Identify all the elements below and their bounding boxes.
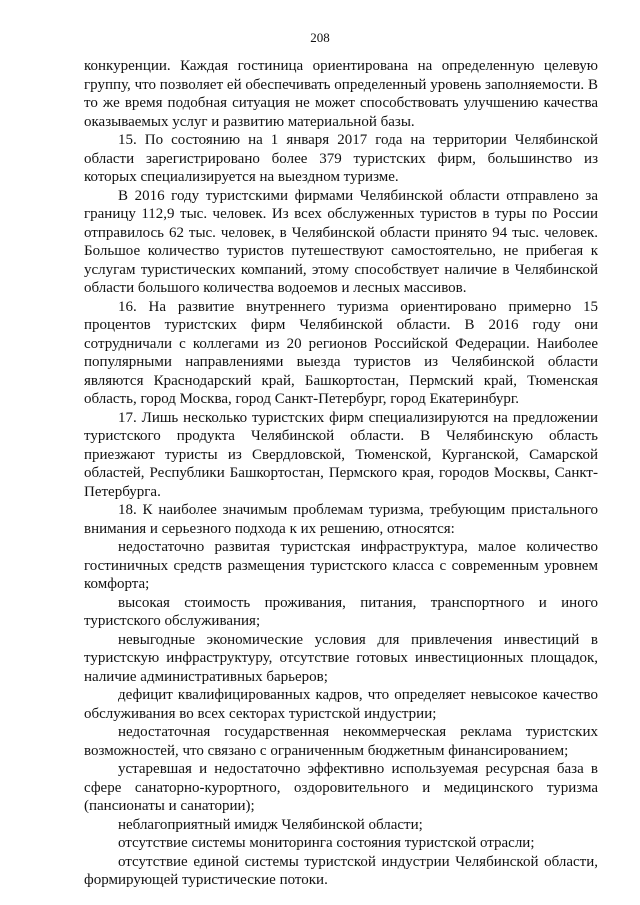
document-body: [84, 57, 598, 890]
paragraph-16: 16. На развитие внутреннего туризма ориентировано примерно 15 процентов туристских фирм Челябинской области. В 2016 году они сотрудничали с коллегами из 20 регионов Российской Федерации. Наиболее популярными направлениями выезда туристов из Челябинской области являются Краснодарский край, Башкортостан, Пермский край, Тюменская область, город Москва, город Санкт-Петербург, город Екатеринбург.: [84, 298, 598, 407]
page-number: 208: [310, 30, 330, 45]
paragraph-continuation: конкуренции. Каждая гостиница ориентирована на определенную целевую группу, что позволяет ей обеспечивать определенный уровень заполняемости. В то же время подобная ситуация не может способствовать улучшению качества оказываемых услуг и развитию материальной базы.: [84, 58, 598, 130]
problem-item-investment: невыгодные экономические условия для привлечения инвестиций в туристскую инфраструктуру, отсутствие готовых инвестиционных площадок, наличие административных барьеров;: [84, 631, 598, 685]
problem-item-infrastructure: недостаточно развитая туристская инфраструктура, малое количество гостиничных средств размещения туристского класса с современным уровнем комфорта;: [84, 539, 598, 592]
paragraph-18: 18. К наиболее значимым проблемам туризма, требующим пристального внимания и серьезного подхода к их решению, относятся:: [84, 502, 598, 537]
paragraph-17: 17. Лишь несколько туристских фирм специализируются на предложении туристского продукта Челябинской области. В Челябинскую область приезжают туристы из Свердловской, Тюменской, Курганской, Самарской областей, Республики Башкортостан, Пермского края, городов Москвы, Санкт-Петербурга.: [84, 409, 598, 500]
problem-item-unified-system: отсутствие единой системы туристской индустрии Челябинской области, формирующей туристические потоки.: [84, 853, 598, 888]
problem-item-monitoring: отсутствие системы мониторинга состояния туристской отрасли;: [118, 835, 535, 851]
paragraph-outbound-2016: В 2016 году туристскими фирмами Челябинской области отправлено за границу 112,9 тыс. человек. Из всех обслуженных туристов в туры по России отправилось 62 тыс. человек, в Челябинской области принято 94 тыс. человек. Большое количество туристов путешествуют самостоятельно, не прибегая к услугам туристических компаний, этому способствует наличие в Челябинской области большого количества водоемов и лесных массивов.: [84, 187, 598, 296]
problem-item-high-cost: высокая стоимость проживания, питания, транспортного и иного туристского обслуживания;: [84, 594, 598, 629]
problem-item-resource-base: устаревшая и недостаточно эффективно используемая ресурсная база в сфере санаторно-курортного, оздоровительного и медицинского туризма (пансионаты и санатории);: [84, 761, 598, 814]
problem-item-staff-deficit: дефицит квалифицированных кадров, что определяет невысокое качество обслуживания во всех секторах туристской индустрии;: [84, 687, 598, 722]
problem-item-advertising: недостаточная государственная некоммерческая реклама туристских возможностей, что связано с ограниченным бюджетным финансированием;: [84, 724, 598, 759]
paragraph-15: 15. По состоянию на 1 января 2017 года на территории Челябинской области зарегистрировано более 379 туристских фирм, большинство из которых специализируется на выездном туризме.: [84, 132, 598, 185]
problem-item-image: неблагоприятный имидж Челябинской области;: [118, 816, 423, 833]
